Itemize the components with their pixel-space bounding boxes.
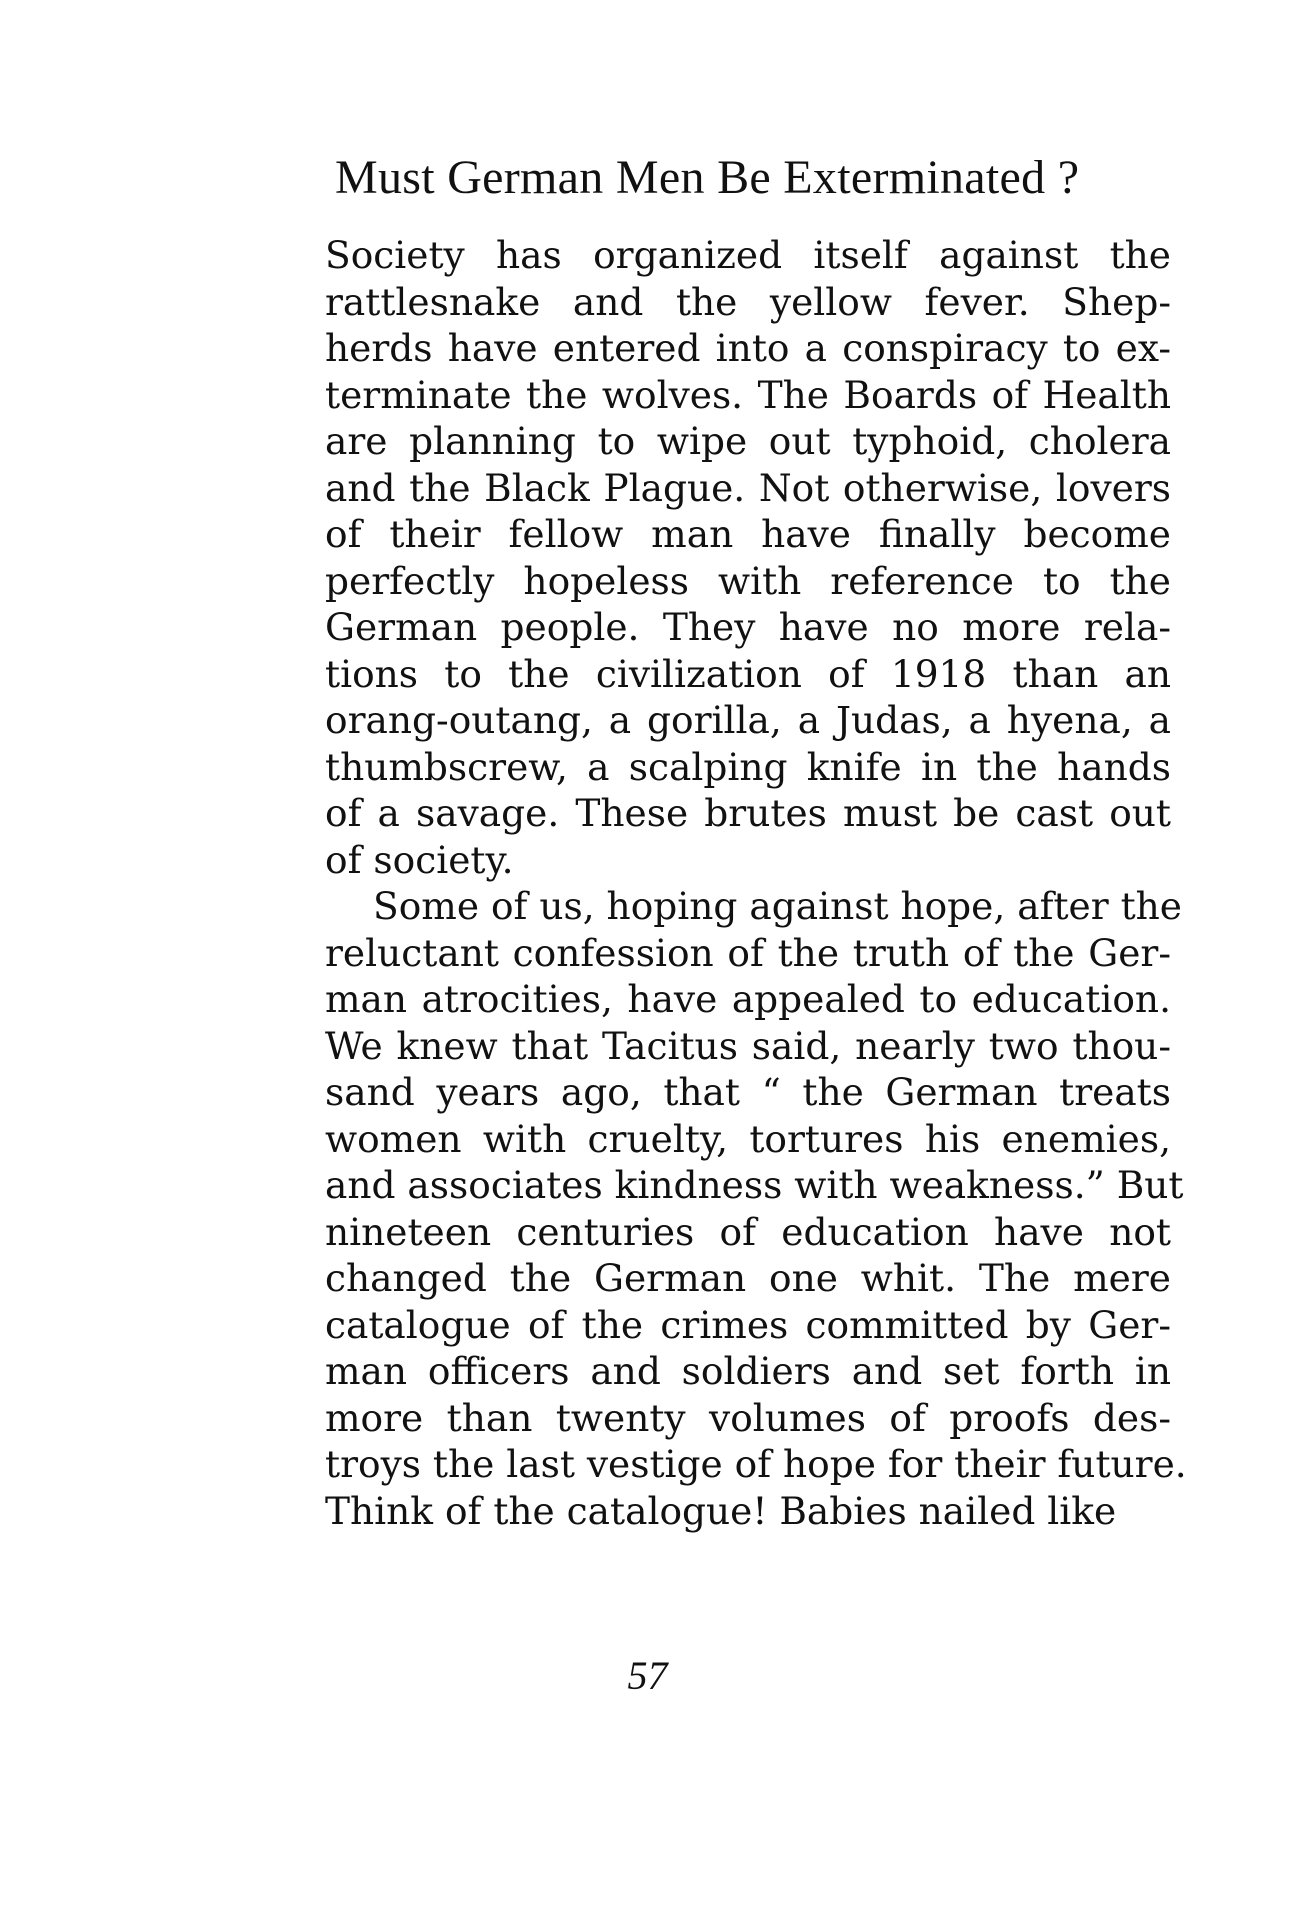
text-line: man officers and soldiers and set forth in bbox=[325, 1349, 1171, 1393]
text-line: Society has organized itself against the bbox=[325, 233, 1171, 277]
text-line: herds have entered into a conspiracy to ex- bbox=[325, 326, 1171, 370]
text-line: more than twenty volumes of proofs des- bbox=[325, 1395, 1171, 1440]
text-line: Think of the catalogue! Babies nailed like bbox=[325, 1488, 1117, 1533]
text-line: women with cruelty, tortures his enemies, bbox=[325, 1116, 1171, 1161]
text-line: and associates kindness with weakness.” But bbox=[325, 1163, 1184, 1207]
text-line: reluctant confession of the truth of the Ger- bbox=[325, 930, 1171, 975]
paragraph bbox=[325, 883, 1187, 1534]
text-line: tions to the civilization of 1918 than an bbox=[325, 651, 1171, 696]
page-number: 57 bbox=[627, 1653, 668, 1698]
text-line: troys the last vestige of hope for their future. bbox=[325, 1442, 1187, 1486]
text-line: of society. bbox=[325, 837, 514, 882]
text-line: perfectly hopeless with reference to the bbox=[325, 558, 1171, 603]
body-text bbox=[325, 232, 1187, 1534]
text-line: nineteen centuries of education have not bbox=[325, 1209, 1171, 1254]
text-line: sand years ago, that “ the German treats bbox=[325, 1070, 1171, 1114]
text-line: We knew that Tacitus said, nearly two thou- bbox=[325, 1023, 1171, 1068]
text-line: are planning to wipe out typhoid, cholera bbox=[325, 419, 1171, 463]
text-line: German people. They have no more rela- bbox=[325, 605, 1171, 649]
paragraph bbox=[325, 232, 1171, 883]
text-line: and the Black Plague. Not otherwise, lovers bbox=[325, 465, 1171, 510]
running-head: Must German Men Be Exterminated ? bbox=[335, 151, 1080, 204]
text-line: thumbscrew, a scalping knife in the hands bbox=[325, 744, 1171, 789]
text-line: changed the German one whit. The mere bbox=[325, 1256, 1171, 1300]
text-line: man atrocities, have appealed to education. bbox=[325, 977, 1171, 1021]
text-line: Some of us, hoping against hope, after the bbox=[373, 884, 1182, 928]
text-line: of their fellow man have finally become bbox=[325, 512, 1171, 556]
text-line: catalogue of the crimes committed by Ger- bbox=[325, 1302, 1171, 1347]
text-line: terminate the wolves. The Boards of Health bbox=[325, 372, 1171, 417]
text-line: orang-outang, a gorilla, a Judas, a hyena, a bbox=[325, 698, 1171, 742]
text-line: of a savage. These brutes must be cast out bbox=[325, 791, 1171, 835]
text-line: rattlesnake and the yellow fever. Shep- bbox=[325, 279, 1171, 324]
